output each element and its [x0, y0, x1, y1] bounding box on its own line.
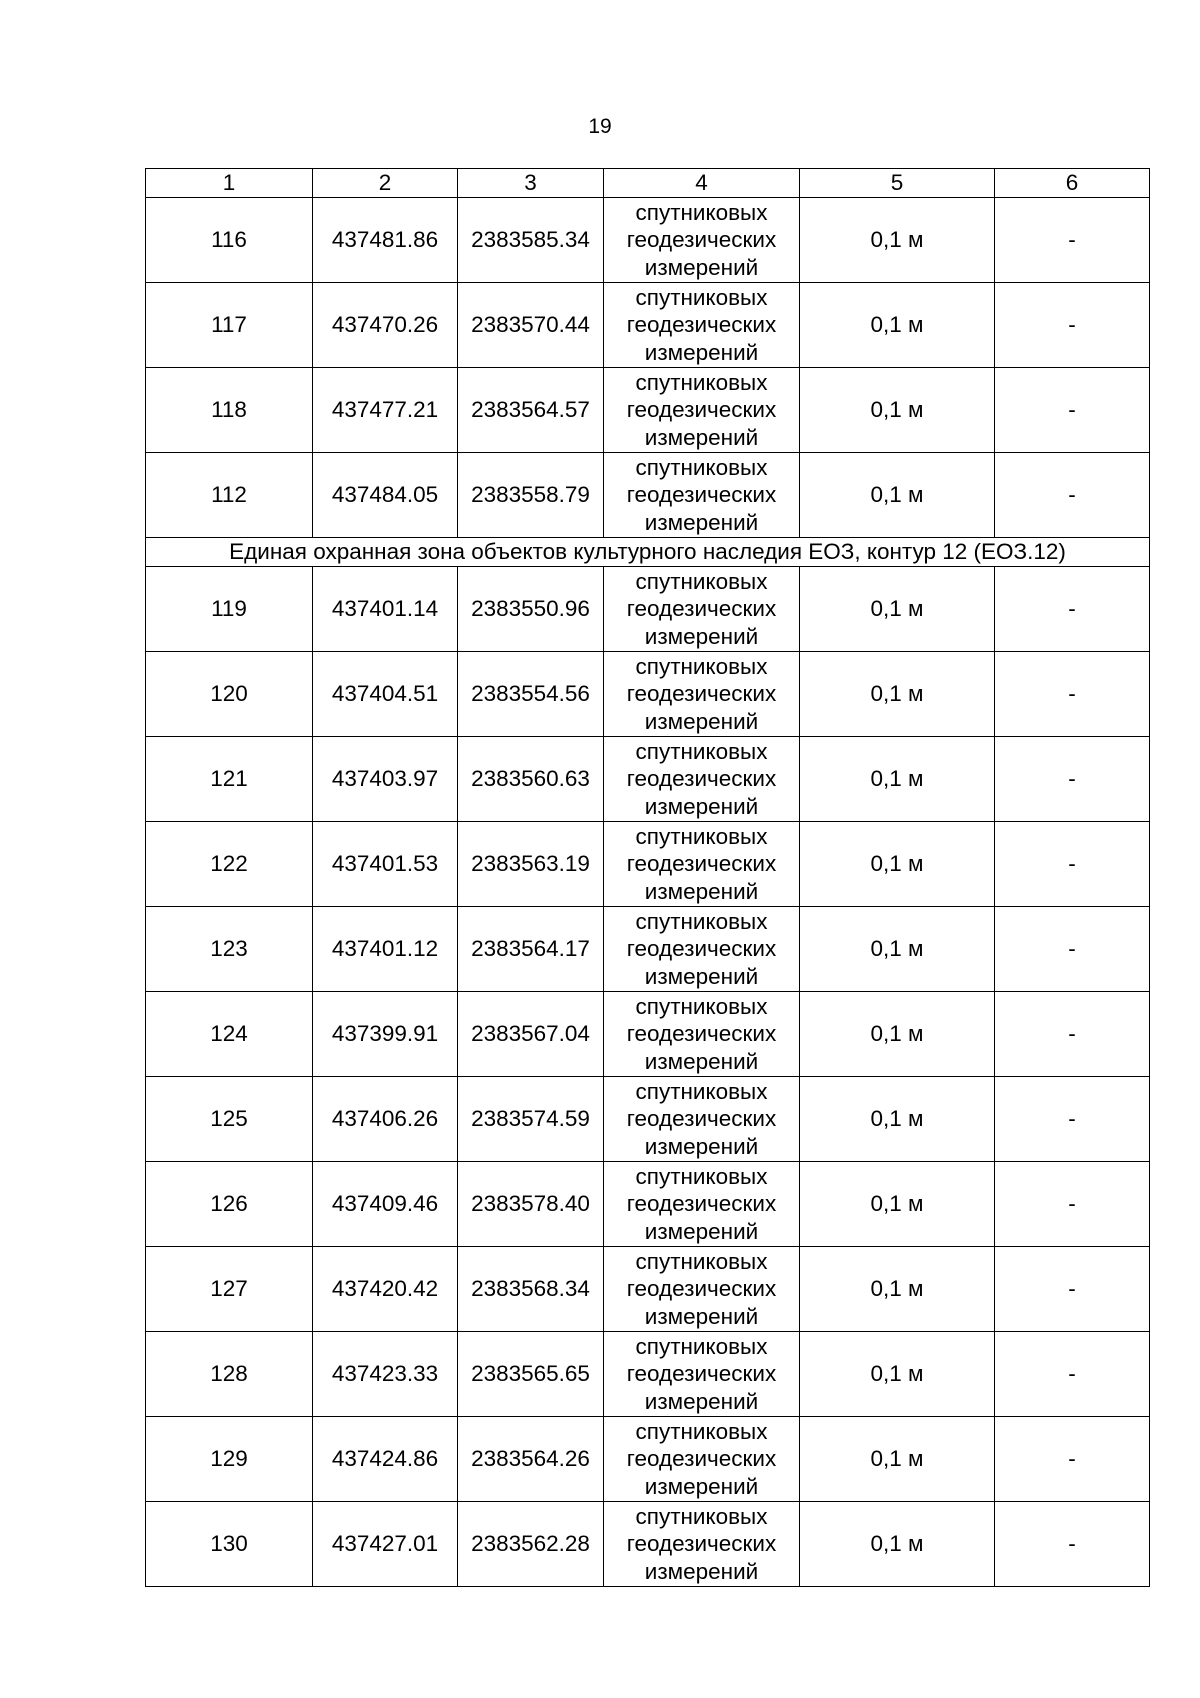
y-coordinate-cell: 2383564.17 [458, 907, 604, 992]
method-cell [604, 907, 800, 992]
note-cell: - [995, 283, 1150, 368]
accuracy-cell: 0,1 м [800, 567, 995, 652]
table-row [146, 652, 1150, 737]
table-row [146, 1162, 1150, 1247]
page-number: 19 [588, 115, 612, 138]
accuracy-cell: 0,1 м [800, 1502, 995, 1587]
method-cell [604, 368, 800, 453]
method-line: геодезических [626, 312, 777, 338]
table-row [146, 1502, 1150, 1587]
method-line: спутниковых [635, 1078, 768, 1104]
point-number-cell: 118 [146, 368, 313, 453]
note-cell: - [995, 1162, 1150, 1247]
method-line: измерений [644, 424, 759, 450]
accuracy-cell: 0,1 м [800, 1332, 995, 1417]
method-line: измерений [644, 1558, 759, 1584]
method-line: измерений [644, 509, 759, 535]
y-coordinate-cell: 2383574.59 [458, 1077, 604, 1162]
accuracy-cell: 0,1 м [800, 907, 995, 992]
method-cell [604, 1247, 800, 1332]
method-line: геодезических [626, 482, 777, 508]
accuracy-cell: 0,1 м [800, 652, 995, 737]
x-coordinate-cell: 437470.26 [313, 283, 458, 368]
column-header: 4 [604, 169, 800, 198]
table-row [146, 822, 1150, 907]
note-cell: - [995, 368, 1150, 453]
point-number-cell: 120 [146, 652, 313, 737]
table-row [146, 1247, 1150, 1332]
point-number-cell: 119 [146, 567, 313, 652]
accuracy-cell: 0,1 м [800, 283, 995, 368]
table-row [146, 737, 1150, 822]
method-line: измерений [644, 708, 759, 734]
method-line: спутниковых [635, 284, 768, 310]
method-line: измерений [644, 1048, 759, 1074]
y-coordinate-cell: 2383564.26 [458, 1417, 604, 1502]
x-coordinate-cell: 437477.21 [313, 368, 458, 453]
note-cell: - [995, 198, 1150, 283]
accuracy-cell: 0,1 м [800, 1247, 995, 1332]
point-number-cell: 126 [146, 1162, 313, 1247]
note-cell: - [995, 992, 1150, 1077]
method-line: спутниковых [635, 993, 768, 1019]
y-coordinate-cell: 2383578.40 [458, 1162, 604, 1247]
x-coordinate-cell: 437401.12 [313, 907, 458, 992]
table-row [146, 1077, 1150, 1162]
accuracy-cell: 0,1 м [800, 368, 995, 453]
method-line: измерений [644, 1473, 759, 1499]
point-number-cell: 122 [146, 822, 313, 907]
x-coordinate-cell: 437404.51 [313, 652, 458, 737]
y-coordinate-cell: 2383558.79 [458, 453, 604, 538]
point-number-cell: 127 [146, 1247, 313, 1332]
point-number-cell: 128 [146, 1332, 313, 1417]
method-line: спутниковых [635, 1503, 768, 1529]
y-coordinate-cell: 2383562.28 [458, 1502, 604, 1587]
table-row [146, 567, 1150, 652]
y-coordinate-cell: 2383554.56 [458, 652, 604, 737]
point-number-cell: 117 [146, 283, 313, 368]
x-coordinate-cell: 437401.14 [313, 567, 458, 652]
accuracy-cell: 0,1 м [800, 198, 995, 283]
y-coordinate-cell: 2383585.34 [458, 198, 604, 283]
note-cell: - [995, 1077, 1150, 1162]
method-cell [604, 453, 800, 538]
method-line: геодезических [626, 596, 777, 622]
method-line: спутниковых [635, 823, 768, 849]
point-number-cell: 130 [146, 1502, 313, 1587]
method-line: геодезических [626, 227, 777, 253]
point-number-cell: 129 [146, 1417, 313, 1502]
x-coordinate-cell: 437424.86 [313, 1417, 458, 1502]
y-coordinate-cell: 2383568.34 [458, 1247, 604, 1332]
method-line: спутниковых [635, 1333, 768, 1359]
note-cell: - [995, 1247, 1150, 1332]
method-line: измерений [644, 623, 759, 649]
method-cell [604, 198, 800, 283]
method-line: геодезических [626, 1361, 777, 1387]
y-coordinate-cell: 2383570.44 [458, 283, 604, 368]
note-cell: - [995, 1332, 1150, 1417]
method-line: спутниковых [635, 454, 768, 480]
method-line: измерений [644, 1388, 759, 1414]
method-line: геодезических [626, 681, 777, 707]
method-line: измерений [644, 1218, 759, 1244]
x-coordinate-cell: 437420.42 [313, 1247, 458, 1332]
x-coordinate-cell: 437403.97 [313, 737, 458, 822]
method-line: спутниковых [635, 568, 768, 594]
column-header: 1 [146, 169, 313, 198]
method-line: спутниковых [635, 1248, 768, 1274]
column-header: 5 [800, 169, 995, 198]
method-line: измерений [644, 793, 759, 819]
x-coordinate-cell: 437481.86 [313, 198, 458, 283]
method-line: геодезических [626, 851, 777, 877]
method-line: спутниковых [635, 738, 768, 764]
note-cell: - [995, 567, 1150, 652]
method-cell [604, 567, 800, 652]
note-cell: - [995, 907, 1150, 992]
method-line: геодезических [626, 1446, 777, 1472]
method-line: спутниковых [635, 199, 768, 225]
method-line: геодезических [626, 1191, 777, 1217]
note-cell: - [995, 1417, 1150, 1502]
column-header-row [146, 169, 1150, 198]
x-coordinate-cell: 437406.26 [313, 1077, 458, 1162]
accuracy-cell: 0,1 м [800, 992, 995, 1077]
table-row [146, 1417, 1150, 1502]
method-cell [604, 992, 800, 1077]
method-line: геодезических [626, 1531, 777, 1557]
y-coordinate-cell: 2383567.04 [458, 992, 604, 1077]
method-cell [604, 822, 800, 907]
section-title: Единая охранная зона объектов культурного наследия ЕОЗ, контур 12 (ЕОЗ.12) [146, 538, 1150, 567]
point-number-cell: 121 [146, 737, 313, 822]
method-line: геодезических [626, 397, 777, 423]
accuracy-cell: 0,1 м [800, 822, 995, 907]
x-coordinate-cell: 437401.53 [313, 822, 458, 907]
method-cell [604, 1077, 800, 1162]
note-cell: - [995, 737, 1150, 822]
y-coordinate-cell: 2383564.57 [458, 368, 604, 453]
method-line: спутниковых [635, 653, 768, 679]
accuracy-cell: 0,1 м [800, 1077, 995, 1162]
method-cell [604, 652, 800, 737]
method-line: измерений [644, 339, 759, 365]
table-row [146, 1332, 1150, 1417]
accuracy-cell: 0,1 м [800, 1162, 995, 1247]
table-row [146, 907, 1150, 992]
note-cell: - [995, 1502, 1150, 1587]
point-number-cell: 116 [146, 198, 313, 283]
accuracy-cell: 0,1 м [800, 737, 995, 822]
column-header: 2 [313, 169, 458, 198]
method-line: спутниковых [635, 1418, 768, 1444]
section-title-row [146, 538, 1150, 567]
accuracy-cell: 0,1 м [800, 453, 995, 538]
method-line: геодезических [626, 1021, 777, 1047]
column-header: 3 [458, 169, 604, 198]
y-coordinate-cell: 2383565.65 [458, 1332, 604, 1417]
x-coordinate-cell: 437427.01 [313, 1502, 458, 1587]
x-coordinate-cell: 437399.91 [313, 992, 458, 1077]
method-cell [604, 1502, 800, 1587]
table-body [146, 169, 1150, 1587]
method-line: измерений [644, 1133, 759, 1159]
method-line: геодезических [626, 1276, 777, 1302]
point-number-cell: 125 [146, 1077, 313, 1162]
x-coordinate-cell: 437423.33 [313, 1332, 458, 1417]
note-cell: - [995, 652, 1150, 737]
table-row [146, 992, 1150, 1077]
point-number-cell: 112 [146, 453, 313, 538]
method-line: измерений [644, 963, 759, 989]
method-line: спутниковых [635, 908, 768, 934]
method-line: геодезических [626, 936, 777, 962]
y-coordinate-cell: 2383560.63 [458, 737, 604, 822]
note-cell: - [995, 822, 1150, 907]
method-cell [604, 1332, 800, 1417]
table-row [146, 283, 1150, 368]
y-coordinate-cell: 2383563.19 [458, 822, 604, 907]
method-cell [604, 737, 800, 822]
accuracy-cell: 0,1 м [800, 1417, 995, 1502]
column-header: 6 [995, 169, 1150, 198]
method-line: спутниковых [635, 369, 768, 395]
table-row [146, 368, 1150, 453]
method-cell [604, 1162, 800, 1247]
table-row [146, 453, 1150, 538]
point-number-cell: 124 [146, 992, 313, 1077]
method-line: спутниковых [635, 1163, 768, 1189]
method-line: измерений [644, 878, 759, 904]
method-cell [604, 283, 800, 368]
y-coordinate-cell: 2383550.96 [458, 567, 604, 652]
method-line: измерений [644, 254, 759, 280]
method-cell [604, 1417, 800, 1502]
method-line: измерений [644, 1303, 759, 1329]
method-line: геодезических [626, 766, 777, 792]
x-coordinate-cell: 437409.46 [313, 1162, 458, 1247]
method-line: геодезических [626, 1106, 777, 1132]
x-coordinate-cell: 437484.05 [313, 453, 458, 538]
coordinates-table [145, 168, 1150, 1587]
point-number-cell: 123 [146, 907, 313, 992]
table-row [146, 198, 1150, 283]
note-cell: - [995, 453, 1150, 538]
